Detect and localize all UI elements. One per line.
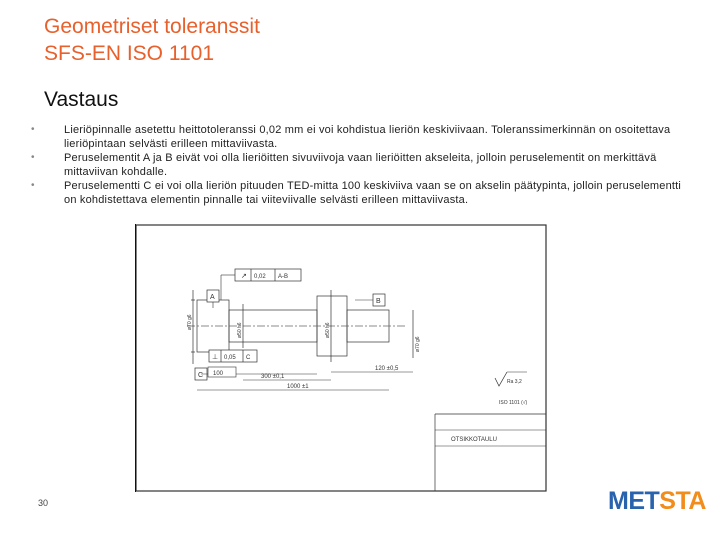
frame2-tolerance: 0,05	[224, 355, 236, 361]
frame-tolerance: 0,02	[254, 274, 266, 280]
title-line-1: Geometriset toleranssit	[44, 15, 260, 38]
title-block-label: OTSIKKOTAULU	[451, 437, 497, 443]
dim-diam-left: ø70 g6	[187, 314, 193, 330]
bullet-text: Lieriöpinnalle asetettu heittotoleranssi 0,02 mm ei voi kohdistua lieriön keskiviivaan. Toleranssimerkinnän on osoitettava lieriöpintaan selvästi erilleen mittaviivasta.	[64, 124, 671, 150]
frame-datums: A-B	[278, 274, 289, 280]
technical-drawing	[135, 224, 547, 492]
bullet-item	[28, 151, 688, 179]
bullet-item	[28, 179, 688, 207]
dim-1000: 1000 ±1	[287, 384, 309, 390]
frame2-datum: C	[246, 355, 251, 361]
perpendicularity-frame	[209, 350, 257, 362]
perpendicular-icon: ⊥	[212, 354, 219, 361]
dim-diam-right: ø70 g6	[415, 336, 421, 352]
runout-symbol-icon: ↗	[241, 273, 247, 280]
bullet-icon: •	[31, 180, 35, 191]
dim-120: 120 ±0,5	[375, 366, 399, 372]
bullet-item	[28, 123, 688, 151]
dim-diam-mid: ø50 h6	[237, 322, 243, 338]
bullet-text: Peruselementit A ja B eivät voi olla lieriöitten sivuviivoja vaan lieriöitten akseleita, jolloin peruselementit on merkittävä mittaviivan kohdalle.	[64, 152, 657, 178]
slide-title	[44, 13, 260, 67]
datum-c-label: C	[198, 372, 204, 379]
logo-part-2: STA	[659, 487, 706, 515]
bullet-icon: •	[31, 152, 35, 163]
bullet-icon: •	[31, 124, 35, 135]
section-heading: Vastaus	[44, 88, 119, 111]
bullet-list	[28, 123, 688, 207]
title-line-2: SFS-EN ISO 1101	[44, 42, 215, 65]
page-number: 30	[38, 498, 49, 508]
dim-100: 100	[213, 371, 224, 377]
dim-300: 300 ±0,1	[261, 374, 285, 380]
roughness-value: Ra 3,2	[507, 379, 522, 385]
iso-note: ISO 1101 (√)	[499, 400, 528, 406]
datum-b-label: B	[376, 298, 381, 305]
metsta-logo	[608, 487, 706, 516]
dim-diam-b: ø50 h6	[325, 322, 331, 338]
bullet-text: Peruselementti C ei voi olla lieriön pituuden TED-mitta 100 keskiviiva vaan se on akselin päätypinta, jolloin peruselementti on kohdistettava elementin pinnalle tai viiteviivalle selvästi erilleen mittaviivasta.	[64, 180, 682, 206]
drawing-border	[136, 225, 546, 491]
logo-part-1: MET	[608, 487, 660, 515]
datum-a-label: A	[210, 294, 215, 301]
